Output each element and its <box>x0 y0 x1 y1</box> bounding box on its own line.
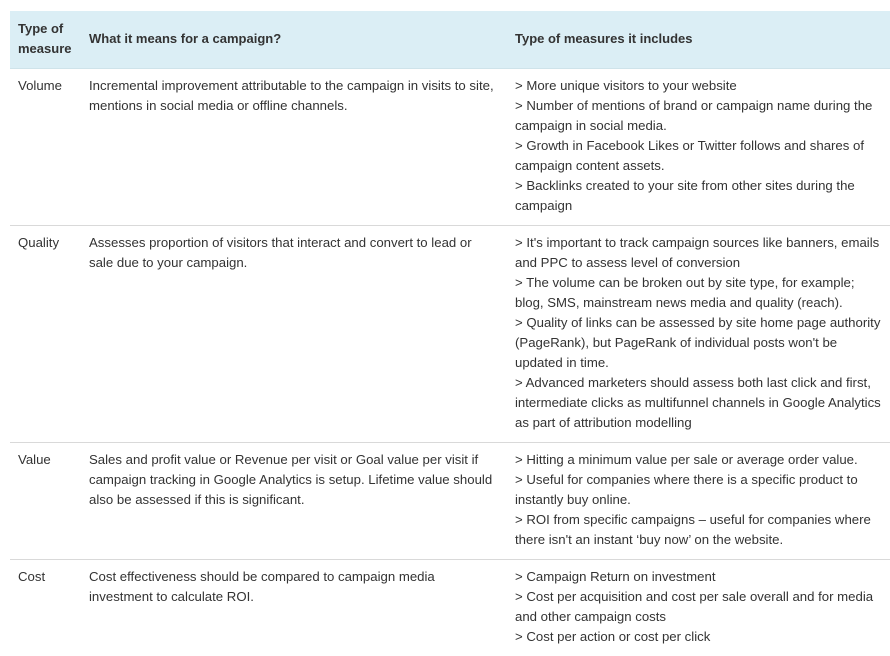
measures-list-cell <box>507 442 890 559</box>
header-measures-included: Type of measures it includes <box>507 11 890 68</box>
measure-item: > Growth in Facebook Likes or Twitter follows and shares of campaign content assets. <box>515 137 865 173</box>
measure-item: > Hitting a minimum value per sale or average order value. <box>515 451 858 467</box>
measure-item: > Useful for companies where there is a specific product to instantly buy online. <box>515 471 858 507</box>
measure-item: > Quality of links can be assessed by site home page authority (PageRank), but PageRank of individual posts won't be updated in time. <box>515 314 881 370</box>
measure-type-cell: Cost <box>10 559 81 656</box>
table-row <box>10 442 890 559</box>
measures-list-cell <box>507 68 890 225</box>
measure-type-cell: Quality <box>10 225 81 442</box>
campaign-meaning-cell: Cost effectiveness should be compared to campaign media investment to calculate ROI. <box>81 559 507 656</box>
measure-item: > Backlinks created to your site from other sites during the campaign <box>515 177 855 213</box>
measure-item: > Cost per acquisition and cost per sale overall and for media and other campaign costs <box>515 588 874 624</box>
measure-item: > Cost per action or cost per click <box>515 628 711 644</box>
campaign-meaning-cell: Sales and profit value or Revenue per visit or Goal value per visit if campaign tracking in Google Analytics is setup. Lifetime value should also be assessed if this is significant. <box>81 442 507 559</box>
measures-table-container <box>10 11 890 651</box>
measure-item: > It's important to track campaign sources like banners, emails and PPC to assess level of conversion <box>515 234 880 270</box>
measure-item: > Number of mentions of brand or campaign name during the campaign in social media. <box>515 97 873 133</box>
measure-item: > The volume can be broken out by site type, for example; blog, SMS, mainstream news media and quality (reach). <box>515 274 855 310</box>
measure-item: > ROI from specific campaigns – useful for companies where there isn't an instant ‘buy now’ on the website. <box>515 511 871 547</box>
measures-list-cell <box>507 225 890 442</box>
table-header <box>10 11 890 68</box>
measure-type-cell: Volume <box>10 68 81 225</box>
measure-item: > Campaign Return on investment <box>515 568 716 584</box>
measures-list-cell <box>507 559 890 656</box>
header-type-of-measure: Type of measure <box>10 11 81 68</box>
header-row <box>10 11 890 68</box>
table-row <box>10 68 890 225</box>
campaign-meaning-cell: Assesses proportion of visitors that interact and convert to lead or sale due to your campaign. <box>81 225 507 442</box>
measure-item: > Advanced marketers should assess both last click and first, intermediate clicks as multifunnel channels in Google Analytics as part of attribution modelling <box>515 374 881 430</box>
campaign-meaning-cell: Incremental improvement attributable to the campaign in visits to site, mentions in social media or offline channels. <box>81 68 507 225</box>
table-body <box>10 68 890 656</box>
header-campaign-meaning: What it means for a campaign? <box>81 11 507 68</box>
measure-type-cell: Value <box>10 442 81 559</box>
campaign-measures-table <box>10 11 890 656</box>
table-row <box>10 225 890 442</box>
table-row <box>10 559 890 656</box>
measure-item: > More unique visitors to your website <box>515 77 737 93</box>
